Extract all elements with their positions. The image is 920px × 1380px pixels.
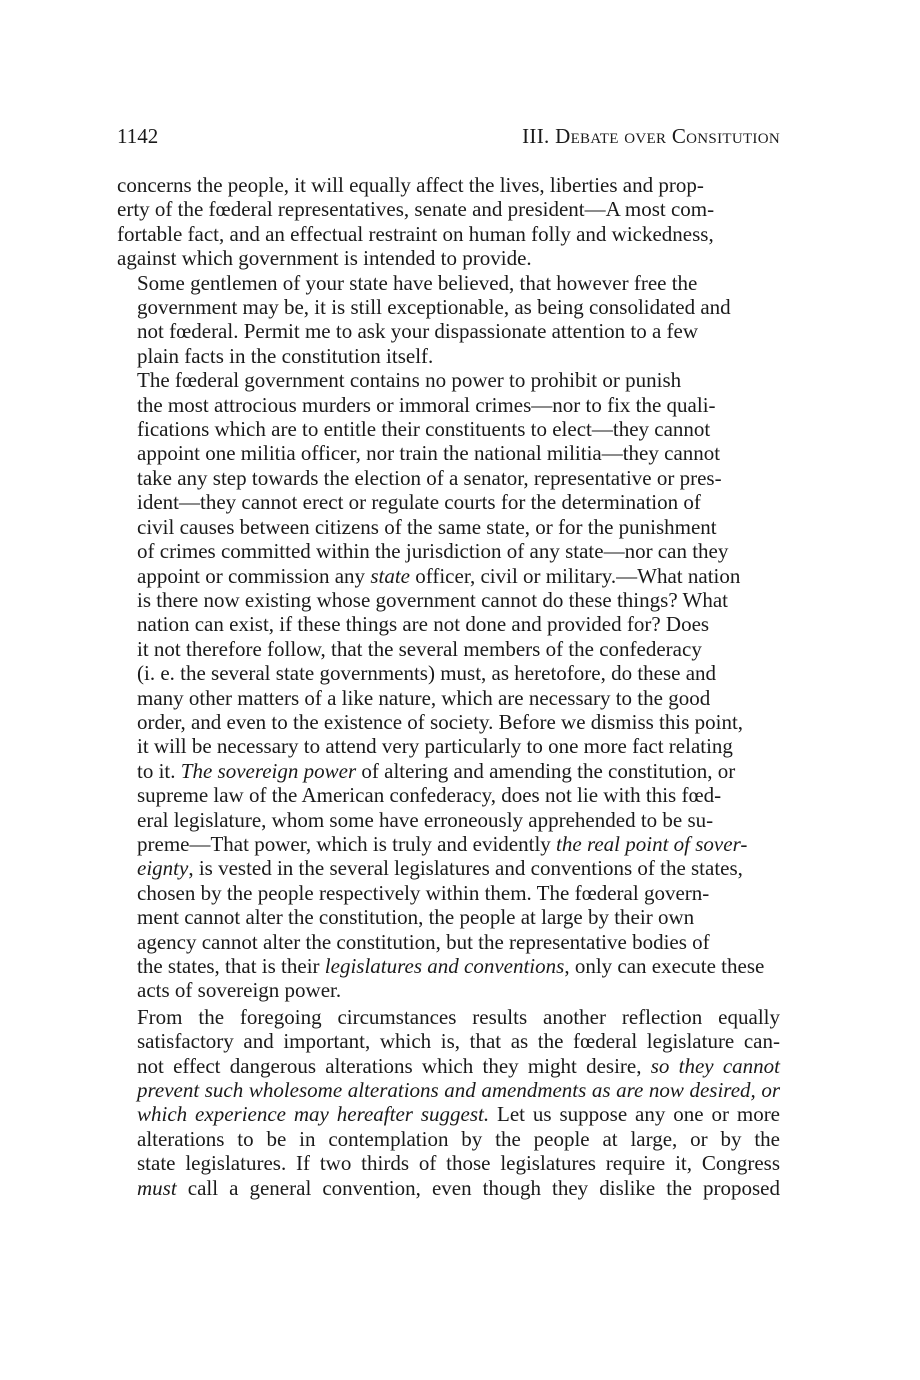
text-run: not effect dangerous alterations which they might desire, — [137, 1053, 651, 1078]
text-line — [117, 564, 780, 588]
text-run: appoint or commission any — [137, 563, 371, 588]
italic-run: eignty — [137, 856, 189, 881]
text-line: alterations to be in contemplation by the people at large, or by the — [137, 1126, 780, 1151]
text-run: , only can execute these — [564, 954, 765, 978]
italic-run: legislatures and conventions — [324, 954, 565, 978]
text-line: fortable fact, and an effectual restraint on human folly and wickedness, — [117, 221, 714, 246]
text-line: it not therefore follow, that the several members of the confederacy — [137, 636, 702, 661]
text-line: it will be necessary to attend very particularly to one more fact relating — [137, 734, 733, 759]
text-line: state legislatures. If two thirds of those legislatures require it, Congress — [137, 1151, 780, 1176]
text-line: ident—they cannot erect or regulate courts for the determination of — [137, 490, 701, 515]
text-line: is there now existing whose government cannot do these things? What — [137, 587, 728, 612]
paragraph-3 — [117, 368, 780, 1003]
text-line: many other matters of a like nature, which are necessary to the good — [137, 685, 711, 710]
text-line: agency cannot alter the constitution, but the representative bodies of — [137, 929, 710, 954]
text-line: The fœderal government contains no power to prohibit or punish — [137, 368, 682, 393]
text-run: officer, civil or military.—What nation — [409, 563, 741, 588]
text-line: ment cannot alter the constitution, the people at large by their own — [137, 905, 695, 930]
text-line: fications which are to entitle their constituents to elect—they cannot — [137, 417, 711, 442]
page-number: 1142 — [117, 124, 159, 148]
italic-run: prevent such wholesome alterations and amendments as are now desired, or — [137, 1078, 780, 1103]
text-run: of altering and amending the constitution, or — [356, 758, 736, 783]
text-line: acts of sovereign power. — [137, 978, 342, 1003]
text-line — [117, 1102, 780, 1126]
italic-run: which experience may hereafter suggest. — [137, 1102, 490, 1127]
text-line: satisfactory and important, which is, that as the fœderal legislature can- — [137, 1029, 780, 1054]
italic-run: state — [370, 563, 410, 588]
text-line: civil causes between citizens of the same state, or for the punishment — [137, 514, 717, 539]
text-line: concerns the people, it will equally affect the lives, liberties and prop- — [117, 173, 704, 197]
text-line — [117, 1176, 780, 1200]
section-title: III. Debate over Consitution — [522, 124, 780, 148]
text-run: Let us suppose any one or more — [489, 1102, 781, 1127]
text-line: plain facts in the constitution itself. — [137, 343, 434, 368]
italic-run: the real point of sover- — [556, 831, 748, 856]
text-line — [117, 1078, 780, 1102]
text-line — [117, 759, 780, 783]
text-line: erty of the fœderal representatives, senate and president—A most com- — [117, 197, 715, 222]
italic-run: The sovereign power — [180, 758, 357, 783]
text-run: the states, that is their — [137, 954, 325, 978]
italic-run: must — [137, 1175, 177, 1200]
text-line: against which government is intended to provide. — [117, 246, 532, 271]
text-line: the most attrocious murders or immoral crimes—nor to fix the quali- — [137, 392, 716, 417]
text-line: (i. e. the several state governments) must, as heretofore, do these and — [137, 661, 717, 686]
text-line: order, and even to the existence of society. Before we dismiss this point, — [137, 709, 744, 734]
paragraph-2 — [117, 271, 780, 369]
text-run: call a general convention, even though they dislike the proposed — [176, 1175, 780, 1200]
text-line — [117, 954, 780, 978]
text-line: government may be, it is still exceptionable, as being consolidated and — [137, 295, 731, 320]
text-line: From the foregoing circumstances results another reflection equally — [137, 1004, 780, 1029]
text-line — [117, 832, 780, 856]
text-line: take any step towards the election of a senator, representative or pres- — [137, 465, 722, 490]
text-line: eral legislature, whom some have erroneously apprehended to be su- — [137, 807, 714, 832]
text-line: not fœderal. Permit me to ask your dispassionate attention to a few — [137, 319, 699, 344]
paragraph-1 — [117, 173, 780, 271]
text-run: , is vested in the several legislatures and conventions of the states, — [188, 856, 743, 881]
paragraph-4 — [117, 1005, 780, 1200]
text-line: of crimes committed within the jurisdiction of any state—nor can they — [137, 539, 729, 564]
text-line: supreme law of the American confederacy, does not lie with this fœd- — [137, 783, 722, 808]
text-line: appoint one militia officer, nor train the national militia—they cannot — [137, 441, 721, 466]
italic-run: so they cannot — [650, 1053, 780, 1078]
text-run: preme—That power, which is truly and evidently — [137, 831, 557, 856]
text-line: Some gentlemen of your state have believed, that however free the — [137, 270, 698, 295]
text-line — [117, 1054, 780, 1078]
text-line: nation can exist, if these things are not done and provided for? Does — [137, 612, 710, 637]
text-line: chosen by the people respectively within them. The fœderal govern- — [137, 880, 710, 905]
text-line — [117, 856, 780, 880]
body-text — [117, 173, 780, 1200]
text-run: to it. — [137, 758, 181, 783]
